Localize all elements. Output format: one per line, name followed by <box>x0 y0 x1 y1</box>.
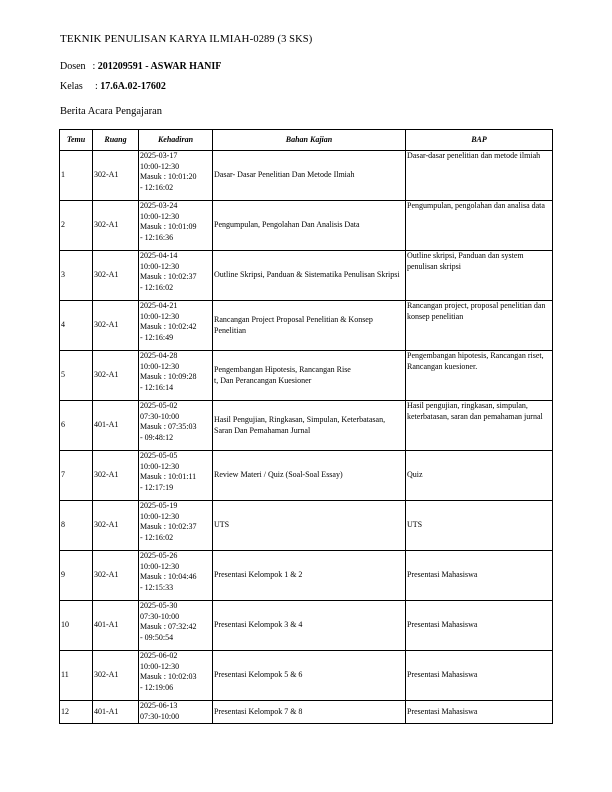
check-out: - 09:50:54 <box>140 632 174 642</box>
cell-ruang: 401-A1 <box>93 701 139 724</box>
cell-kehadiran <box>139 451 213 501</box>
class-colon: : <box>90 81 101 92</box>
table-row <box>60 501 553 551</box>
cell-bap: Presentasi Mahasiswa <box>406 601 553 651</box>
date: 2025-05-02 <box>140 401 178 410</box>
cell-kehadiran <box>139 701 213 724</box>
cell-ruang: 302-A1 <box>93 151 139 201</box>
cell-kehadiran <box>139 501 213 551</box>
check-out: - 12:15:33 <box>140 582 174 592</box>
cell-bahan-kajian: Pengumpulan, Pengolahan Dan Analisis Data <box>213 201 406 251</box>
check-out: - 12:16:02 <box>140 282 174 292</box>
cell-ruang: 401-A1 <box>93 601 139 651</box>
cell-bap: Rancangan project, proposal penelitian dan konsep penelitian <box>406 301 553 351</box>
check-out: - 12:16:36 <box>140 232 174 242</box>
cell-kehadiran <box>139 151 213 201</box>
table-row <box>60 451 553 501</box>
class-label: Kelas <box>60 81 83 92</box>
cell-bahan-kajian: Rancangan Project Proposal Penelitian & Konsep Penelitian <box>213 301 406 351</box>
check-in: Masuk : 10:02:37 <box>140 272 197 281</box>
cell-kehadiran <box>139 351 213 401</box>
date: 2025-06-02 <box>140 651 178 660</box>
time: 10:00-12:30 <box>140 561 180 571</box>
check-out: - 12:19:06 <box>140 682 174 692</box>
cell-kehadiran <box>139 301 213 351</box>
cell-ruang: 302-A1 <box>93 301 139 351</box>
cell-bahan-kajian: UTS <box>213 501 406 551</box>
table-row <box>60 351 553 401</box>
cell-kehadiran <box>139 601 213 651</box>
cell-bahan-kajian: Presentasi Kelompok 1 & 2 <box>213 551 406 601</box>
table-row <box>60 151 553 201</box>
date: 2025-05-19 <box>140 501 178 510</box>
cell-bahan-kajian <box>213 351 406 401</box>
lecturer-label: Dosen <box>60 61 86 72</box>
cell-temu: 4 <box>60 301 93 351</box>
cell-ruang: 302-A1 <box>93 351 139 401</box>
cell-bap: UTS <box>406 501 553 551</box>
cell-kehadiran <box>139 401 213 451</box>
cell-temu: 3 <box>60 251 93 301</box>
cell-temu: 1 <box>60 151 93 201</box>
cell-temu: 12 <box>60 701 93 724</box>
cell-kehadiran <box>139 201 213 251</box>
date: 2025-05-26 <box>140 551 178 560</box>
table-row <box>60 301 553 351</box>
cell-ruang: 302-A1 <box>93 251 139 301</box>
check-in: Masuk : 07:35:03 <box>140 422 197 431</box>
time: 07:30-10:00 <box>140 711 180 721</box>
check-in: Masuk : 10:02:03 <box>140 672 197 681</box>
check-out: - 12:16:49 <box>140 332 174 342</box>
cell-ruang: 302-A1 <box>93 451 139 501</box>
date: 2025-03-24 <box>140 201 178 210</box>
cell-temu: 7 <box>60 451 93 501</box>
teaching-record-table <box>59 129 553 724</box>
table-row <box>60 201 553 251</box>
header-temu: Temu <box>60 130 93 151</box>
course-code-credits: 0289 (3 SKS) <box>253 34 313 45</box>
cell-bahan-kajian: Hasil Pengujian, Ringkasan, Simpulan, Keterbatasan, Saran Dan Pemahaman Jurnal <box>213 401 406 451</box>
cell-bahan-kajian: Presentasi Kelompok 5 & 6 <box>213 651 406 701</box>
time: 07:30-10:00 <box>140 411 180 421</box>
cell-bap: Pengembangan hipotesis, Rancangan riset, Rancangan kuesioner. <box>406 351 553 401</box>
cell-ruang: 302-A1 <box>93 201 139 251</box>
check-in: Masuk : 10:01:20 <box>140 172 197 181</box>
time: 10:00-12:30 <box>140 511 180 521</box>
date: 2025-03-17 <box>140 151 178 160</box>
cell-kehadiran <box>139 651 213 701</box>
table-row <box>60 701 553 724</box>
check-out: - 09:48:12 <box>140 432 174 442</box>
cell-temu: 8 <box>60 501 93 551</box>
cell-temu: 5 <box>60 351 93 401</box>
cell-temu: 6 <box>60 401 93 451</box>
header-ruang: Ruang <box>93 130 139 151</box>
lecturer-value: 201209591 - ASWAR HANIF <box>97 61 222 72</box>
check-in: Masuk : 07:32:42 <box>140 622 197 631</box>
table-row <box>60 651 553 701</box>
cell-bahan-kajian: Outline Skripsi, Panduan & Sistematika Penulisan Skripsi <box>213 251 406 301</box>
section-title: Berita Acara Pengajaran <box>60 106 163 117</box>
time: 10:00-12:30 <box>140 161 180 171</box>
table-row <box>60 401 553 451</box>
course-title <box>60 33 312 45</box>
cell-temu: 11 <box>60 651 93 701</box>
check-in: Masuk : 10:02:42 <box>140 322 197 331</box>
time: 10:00-12:30 <box>140 461 180 471</box>
cell-bap: Outline skripsi, Panduan dan system penulisan skripsi <box>406 251 553 301</box>
check-out: - 12:16:02 <box>140 532 174 542</box>
check-in: Masuk : 10:09:28 <box>140 372 197 381</box>
date: 2025-05-30 <box>140 601 178 610</box>
cell-temu: 2 <box>60 201 93 251</box>
cell-bap: Presentasi Mahasiswa <box>406 551 553 601</box>
check-out: - 12:16:14 <box>140 382 174 392</box>
cell-bahan-kajian: Review Materi / Quiz (Soal-Soal Essay) <box>213 451 406 501</box>
date: 2025-05-05 <box>140 451 178 460</box>
time: 10:00-12:30 <box>140 361 180 371</box>
header-kehadiran: Kehadiran <box>139 130 213 151</box>
cell-bap: Presentasi Mahasiswa <box>406 701 553 724</box>
cell-kehadiran <box>139 251 213 301</box>
time: 10:00-12:30 <box>140 211 180 221</box>
date: 2025-04-14 <box>140 251 178 260</box>
lecturer-line <box>60 61 221 72</box>
cell-ruang: 302-A1 <box>93 501 139 551</box>
time: 10:00-12:30 <box>140 261 180 271</box>
time: 07:30-10:00 <box>140 611 180 621</box>
header-bahan-kajian: Bahan Kajian <box>213 130 406 151</box>
check-out: - 12:17:19 <box>140 482 174 492</box>
class-line <box>60 81 166 92</box>
table-row <box>60 251 553 301</box>
time: 10:00-12:30 <box>140 661 180 671</box>
class-value: 17.6A.02-17602 <box>100 81 166 92</box>
cell-ruang: 302-A1 <box>93 551 139 601</box>
cell-bap: Quiz <box>406 451 553 501</box>
check-in: Masuk : 10:01:11 <box>140 472 197 481</box>
cell-bap: Dasar-dasar penelitian dan metode ilmiah <box>406 151 553 201</box>
table-header-row <box>60 130 553 151</box>
check-in: Masuk : 10:02:37 <box>140 522 197 531</box>
check-in: Masuk : 10:04:46 <box>140 572 197 581</box>
table-row <box>60 551 553 601</box>
cell-bap: Hasil pengujian, ringkasan, simpulan, keterbatasan, saran dan pemahaman jurnal <box>406 401 553 451</box>
course-name: TEKNIK PENULISAN KARYA ILMIAH- <box>60 33 254 45</box>
lecturer-colon: : <box>90 61 98 72</box>
cell-bahan-kajian: Dasar- Dasar Penelitian Dan Metode Ilmiah <box>213 151 406 201</box>
date: 2025-04-28 <box>140 351 178 360</box>
bahan-line-1: Pengembangan Hipotesis, Rancangan Rise <box>214 365 351 374</box>
cell-bap: Presentasi Mahasiswa <box>406 651 553 701</box>
check-out: - 12:16:02 <box>140 182 174 192</box>
cell-bahan-kajian: Presentasi Kelompok 3 & 4 <box>213 601 406 651</box>
cell-temu: 10 <box>60 601 93 651</box>
cell-bahan-kajian: Presentasi Kelompok 7 & 8 <box>213 701 406 724</box>
check-in: Masuk : 10:01:09 <box>140 222 197 231</box>
cell-ruang: 302-A1 <box>93 651 139 701</box>
time: 10:00-12:30 <box>140 311 180 321</box>
bahan-line-2: t, Dan Perancangan Kuesioner <box>214 375 312 385</box>
table-row <box>60 601 553 651</box>
date: 2025-04-21 <box>140 301 178 310</box>
cell-ruang: 401-A1 <box>93 401 139 451</box>
date: 2025-06-13 <box>140 701 178 710</box>
cell-bap: Pengumpulan, pengolahan dan analisa data <box>406 201 553 251</box>
cell-kehadiran <box>139 551 213 601</box>
cell-temu: 9 <box>60 551 93 601</box>
header-bap: BAP <box>406 130 553 151</box>
